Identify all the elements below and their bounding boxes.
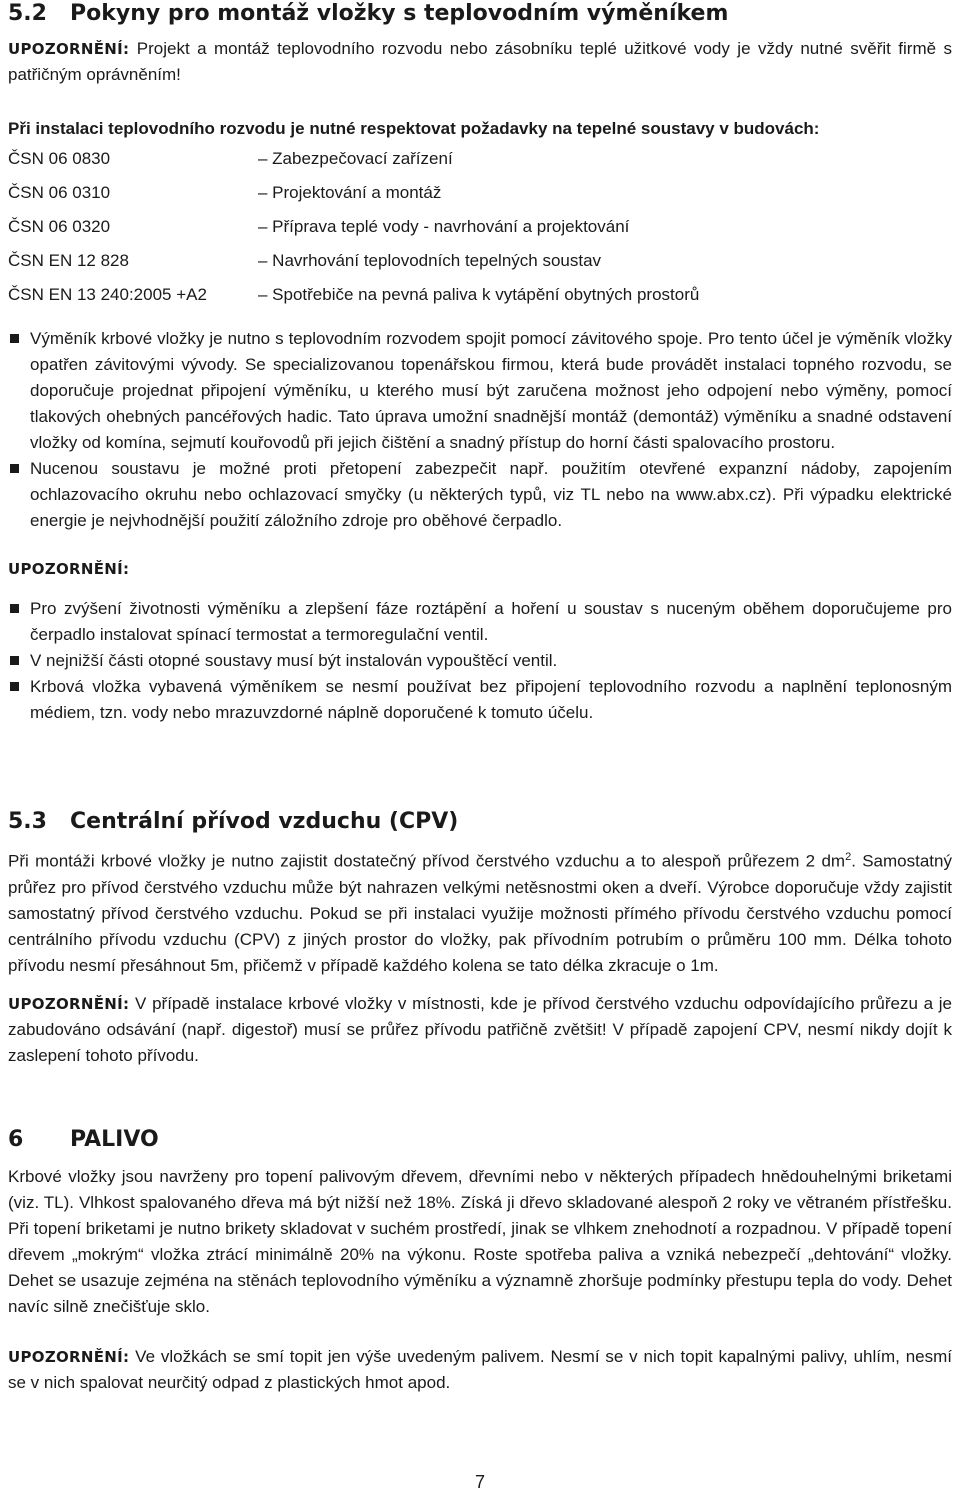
warning-paragraph — [8, 991, 952, 1069]
standard-desc: – Příprava teplé vody - navrhování a projektování — [258, 217, 630, 236]
section-5-3-heading — [8, 808, 952, 836]
standard-desc: – Projektování a montáž — [258, 183, 442, 202]
warning-label: UPOZORNĚNÍ: — [8, 40, 130, 58]
square-bullet-icon — [10, 604, 19, 613]
square-bullet-icon — [10, 682, 19, 691]
square-bullet-icon — [10, 334, 19, 343]
warning-label: UPOZORNĚNÍ: — [8, 994, 130, 1013]
list-item — [8, 648, 952, 674]
section-number: 6 — [8, 1127, 24, 1152]
standard-code: ČSN 06 0310 — [8, 183, 111, 202]
standard-code: ČSN 06 0830 — [8, 149, 111, 168]
cpv-text-b: . Samostatný průřez pro přívod čerstvého vzduchu může být nahrazen velkými netěsnostmi oken a dveří. Výrobce doporučuje vždy zajistit samostatný přívod čerstvého vzduchu. Pokud se při instalaci využije možnosti přímého přívodu čerstvého vzduchu pomocí centrálního přívodu vzduchu (CPV) z jiných prostor do vložky, pak přívodním potrubím o průměru 100 mm. Délka tohoto přívodu nesmí přesáhnout 5m, přičemž v případě každého kolena se tato délka zkracuje o 1m. — [8, 851, 952, 975]
section-number: 5.2 — [8, 1, 47, 26]
standard-row — [8, 176, 952, 210]
section-title: Pokyny pro montáž vložky s teplovodním výměníkem — [70, 1, 729, 26]
section-5-2 — [8, 0, 952, 726]
warning-heading — [8, 556, 952, 582]
warning-bullet-list — [8, 596, 952, 726]
section-title: Centrální přívod vzduchu (CPV) — [70, 809, 459, 834]
warning-paragraph — [8, 1344, 952, 1396]
cpv-paragraph — [8, 844, 952, 979]
standard-desc: – Navrhování teplovodních tepelných soustav — [258, 251, 602, 270]
warning-text: Ve vložkách se smí topit jen výše uvedeným palivem. Nesmí se v nich topit kapalnými palivy, uhlím, nesmí se v nich spalovat neurčitý odpad z plastických hmot apod. — [8, 1347, 952, 1392]
standard-code: ČSN EN 12 828 — [8, 251, 129, 270]
square-bullet-icon — [10, 656, 19, 665]
list-item — [8, 596, 952, 648]
standard-code: ČSN 06 0320 — [8, 217, 111, 236]
standards-list — [8, 142, 952, 312]
section-5-2-heading — [8, 0, 952, 28]
list-item-text: Výměník krbové vložky je nutno s teplovodním rozvodem spojit pomocí závitového spoje. Pro tento účel je výměník vložky opatřen závitovými vývody. Se specializovanou topenářskou firmou, která bude provádět instalaci topného rozvodu, se doporučuje projednat připojení výměníku, u kterého musí být zaručena možnost jeho odpojení nebo výměny, pomocí tlakových ohebných pancéřových hadic. Tato úprava umožní snadnější montáž (demontáž) výměníku a snadné odstavení vložky od komína, sejmutí kouřovodů při jejich čištění a snadný přístup do horní části spalovacího prostoru. — [30, 329, 952, 452]
warning-text: V případě instalace krbové vložky v místnosti, kde je přívod čerstvého vzduchu odpovídajícího průřezu a je zabudováno odsávání (např. digestoř) musí se průřez přívodu patřičně zvětšit! V případě zapojení CPV, nesmí nikdy dojít k zaslepení tohoto přívodu. — [8, 993, 952, 1065]
list-item-text: Pro zvýšení životnosti výměníku a zlepšení fáze roztápění a hoření u soustav s nuceným oběhem doporučujeme pro čerpadlo instalovat spínací termostat a termoregulační ventil. — [30, 599, 952, 644]
list-item-text: V nejnižší části otopné soustavy musí být instalován vypouštěcí ventil. — [30, 651, 558, 670]
standards-intro: Při instalaci teplovodního rozvodu je nutné respektovat požadavky na tepelné soustavy v budovách: — [8, 119, 820, 138]
list-item — [8, 456, 952, 534]
standard-code: ČSN EN 13 240:2005 +A2 — [8, 285, 207, 304]
page-number: 7 — [474, 1472, 485, 1492]
list-item — [8, 326, 952, 456]
standard-row — [8, 210, 952, 244]
standard-row — [8, 244, 952, 278]
standard-desc: – Spotřebiče na pevná paliva k vytápění obytných prostorů — [258, 285, 700, 304]
standard-row — [8, 142, 952, 176]
square-bullet-icon — [10, 464, 19, 473]
list-item — [8, 674, 952, 726]
standard-desc: – Zabezpečovací zařízení — [258, 149, 453, 168]
warning-label: UPOZORNĚNÍ: — [8, 560, 130, 578]
section-title: PALIVO — [70, 1127, 159, 1152]
section-number: 5.3 — [8, 809, 47, 834]
cpv-text-a: Při montáži krbové vložky je nutno zajistit dostatečný přívod čerstvého vzduchu a to alespoň průřezem 2 dm — [8, 851, 846, 871]
fuel-paragraph: Krbové vložky jsou navrženy pro topení palivovým dřevem, dřevními nebo v některých případech hnědouhelnými briketami (viz. TL). Vlhkost spalovaného dřeva má být nižší než 18%. Získá ji dřevo skladované alespoň 2 roky ve větraném přístřešku. Při topení briketami je nutno brikety skladovat v suchém prostředí, jinak se vlhkem znehodnotí a rozpadnou. V případě topení dřevem „mokrým“ vložka ztrácí minimálně 20% na výkonu. Roste spotřeba paliva a vzniká nebezpečí „dehtování“ vložky. Dehet se usazuje zejména na stěnách teplovodního výměníku a významně zhoršuje podmínky přestupu tepla do vody. Dehet navíc silně znečišťuje sklo. — [8, 1167, 952, 1316]
warning-text: Projekt a montáž teplovodního rozvodu nebo zásobníku teplé užitkové vody je vždy nutné svěřit firmě s patřičným oprávněním! — [8, 39, 952, 84]
section-6-heading — [8, 1126, 952, 1154]
list-item-text: Nucenou soustavu je možné proti přetopení zabezpečit např. použitím otevřené expanzní nádoby, zapojením ochlazovacího okruhu nebo ochlazovací smyčky (u některých typů, viz TL nebo na www.abx.cz). Při výpadku elektrické energie je nejvhodnější použití záložního zdroje pro oběhové čerpadlo. — [30, 459, 952, 530]
standard-row — [8, 278, 952, 312]
section-5-3 — [8, 808, 952, 1069]
warning-label: UPOZORNĚNÍ: — [8, 1348, 130, 1366]
bullet-list — [8, 326, 952, 534]
superscript: 2 — [845, 851, 852, 863]
section-6 — [8, 1126, 952, 1396]
list-item-text: Krbová vložka vybavená výměníkem se nesmí používat bez připojení teplovodního rozvodu a naplnění teplonosným médiem, tzn. vody nebo mrazuvzdorné náplně doporučené k tomuto účelu. — [30, 677, 952, 722]
warning-paragraph — [8, 36, 952, 88]
